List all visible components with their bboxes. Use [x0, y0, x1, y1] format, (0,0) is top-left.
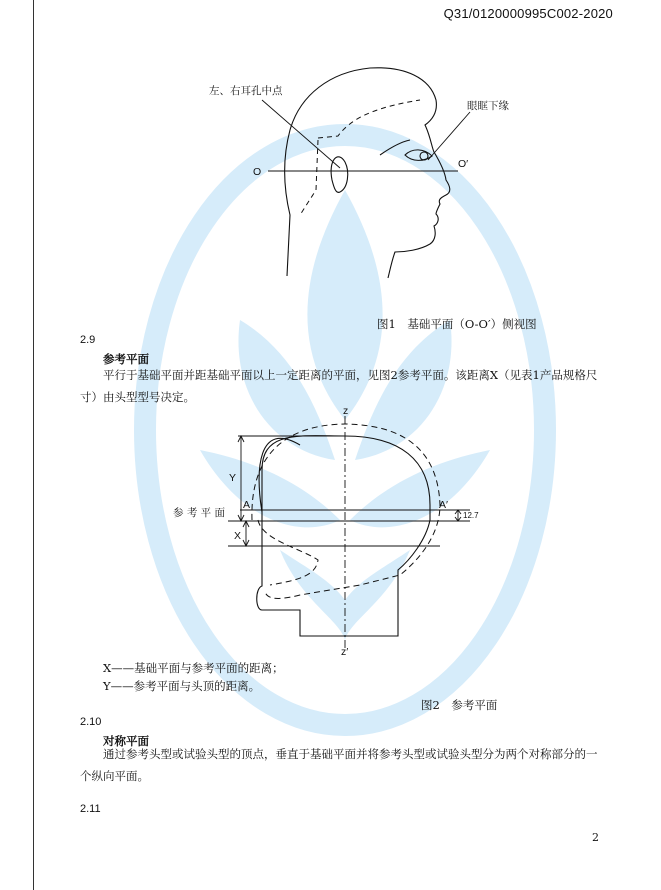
fig2-label-A-prime: A′	[439, 499, 448, 511]
section-number-2-11: 2.11	[80, 803, 101, 815]
figure2-head-outline	[257, 436, 430, 636]
section-2-9-paragraph-line1: 平行于基础平面并距基础平面以上一定距离的平面，见图2参考平面。该距离X（见表1产品规格尺	[103, 368, 598, 382]
section-number-2-9: 2.9	[80, 334, 96, 346]
document-code: Q31/0120000995C002-2020	[443, 6, 613, 21]
fig2-label-z-prime: z′	[341, 646, 349, 658]
figure1-head-outline	[285, 68, 450, 278]
section-number-2-10: 2.10	[80, 716, 102, 728]
fig2-label-z: z	[343, 405, 349, 417]
fig2-legend-x: X——基础平面与参考平面的距离；	[103, 661, 284, 675]
figure2-caption: 图2 参考平面	[421, 698, 498, 712]
page-number: 2	[592, 831, 599, 844]
fig2-label-reference-plane: 参 考 平 面	[173, 507, 226, 519]
fig1-label-O-prime: O′	[458, 158, 469, 170]
figure1-caption: 图1 基础平面（O-O′）侧视图	[377, 317, 537, 331]
section-2-9-paragraph-line2: 寸）由头型型号决定。	[80, 390, 195, 404]
section-2-10-paragraph-line1: 通过参考头型或试验头型的顶点，垂直于基础平面并将参考头型或试验头型分为两个对称部分的一	[103, 747, 598, 761]
fig1-label-ear-midpoint: 左、右耳孔中点	[209, 85, 283, 97]
section-2-10-paragraph-line2: 个纵向平面。	[80, 769, 149, 783]
section-title-symmetry-plane: 对称平面	[103, 734, 149, 748]
fig2-label-Y: Y	[229, 472, 237, 484]
fig2-label-X: X	[234, 530, 242, 542]
section-title-reference-plane: 参考平面	[103, 352, 149, 366]
fig2-label-A: A	[243, 499, 251, 511]
fig1-label-orbit-lower-edge: 眼眶下缘	[467, 100, 509, 112]
fig1-label-O: O	[253, 166, 262, 178]
fig2-dimension-12-7: 12.7	[463, 511, 479, 520]
fig2-legend-y: Y——参考平面与头顶的距离。	[103, 679, 261, 693]
